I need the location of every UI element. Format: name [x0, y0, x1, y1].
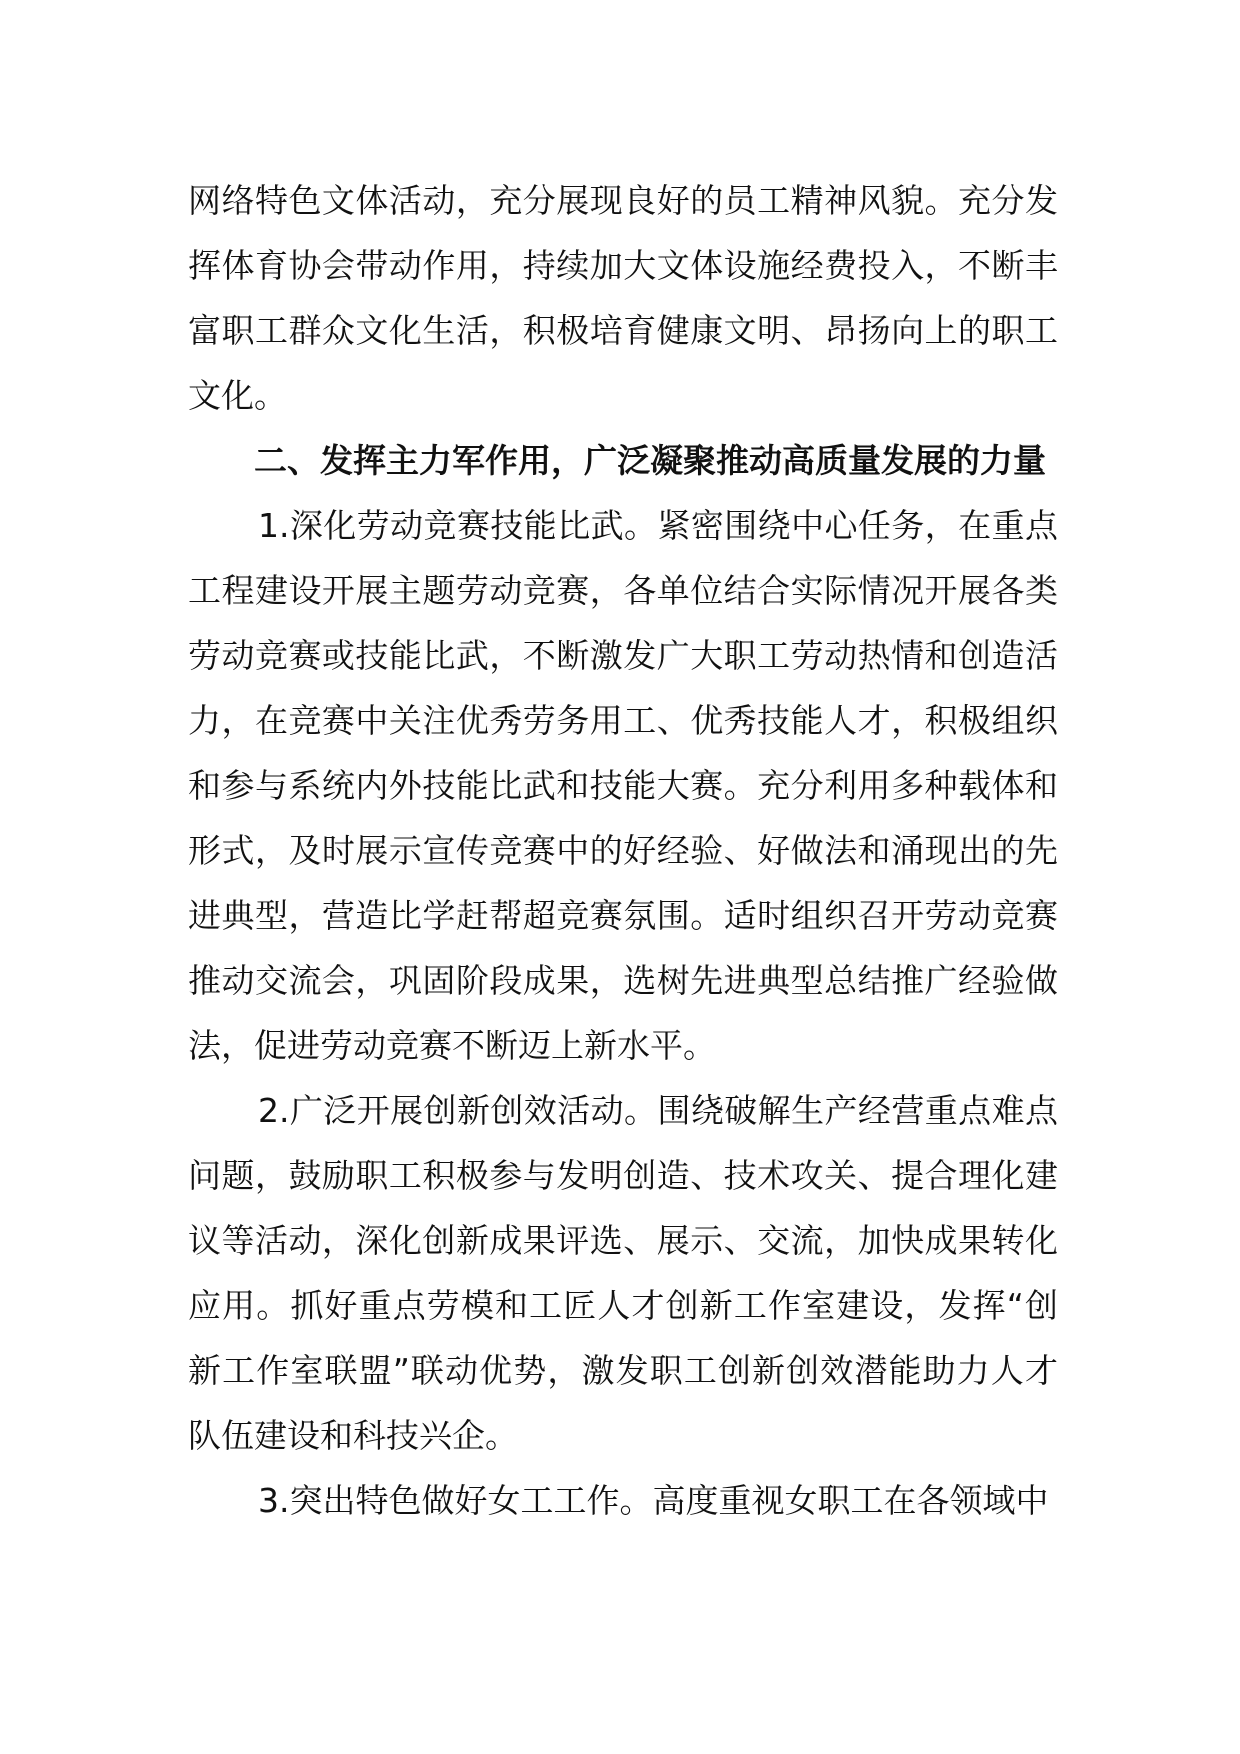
- paragraph-female-workers: 3.突出特色做好女工工作。高度重视女职工在各领域中: [258, 1481, 1049, 1520]
- document-body: [188, 168, 1058, 1533]
- paragraph-innovation: 2.广泛开展创新创效活动。围绕破解生产经营重点难点问题，鼓励职工积极参与发明创造、技术攻关、提合理化建议等活动，深化创新成果评选、展示、交流，加快成果转化应用。抓好重点劳模和工匠人才创新工作室建设，发挥“创新工作室联盟”联动优势，激发职工创新创效潜能助力人才队伍建设和科技兴企。: [188, 1091, 1058, 1455]
- paragraph-labor-competition: 1.深化劳动竞赛技能比武。紧密围绕中心任务，在重点工程建设开展主题劳动竞赛，各单位结合实际情况开展各类劳动竞赛或技能比武，不断激发广大职工劳动热情和创造活力，在竞赛中关注优秀劳务用工、优秀技能人才，积极组织和参与系统内外技能比武和技能大赛。充分利用多种载体和形式，及时展示宣传竞赛中的好经验、好做法和涌现出的先进典型，营造比学赶帮超竞赛氛围。适时组织召开劳动竞赛推动交流会，巩固阶段成果，选树先进典型总结推广经验做法，促进劳动竞赛不断迈上新水平。: [188, 506, 1058, 1065]
- paragraph-continuation: 网络特色文体活动，充分展现良好的员工精神风貌。充分发挥体育协会带动作用，持续加大文体设施经费投入，不断丰富职工群众文化生活，积极培育健康文明、昂扬向上的职工文化。: [188, 181, 1058, 415]
- section-heading: 二、发挥主力军作用，广泛凝聚推动高质量发展的力量: [254, 441, 1046, 480]
